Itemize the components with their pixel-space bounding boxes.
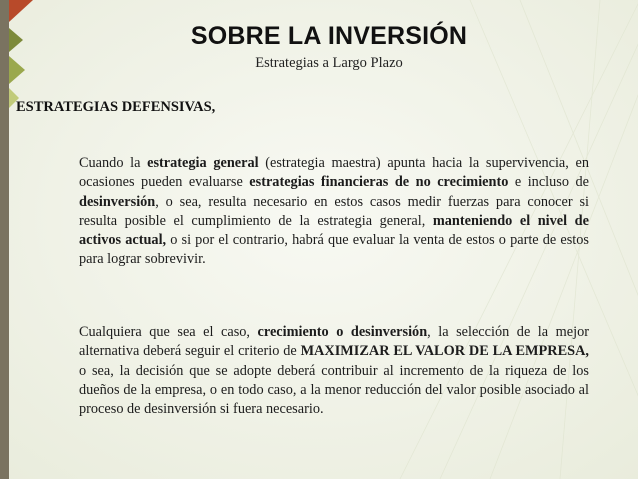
paragraph-defensive-strategy xyxy=(79,154,589,270)
slide-title: SOBRE LA INVERSIÓN xyxy=(190,22,468,50)
paragraph-value-maximization xyxy=(79,323,589,419)
text-run: o sea, la decisión que se adopte deberá contribuir al incremento de la riqueza de los dueños de la empresa, o en todo caso, a la menor reducción del valor posible asociado al proceso de desinversión si fuera necesario. xyxy=(79,362,589,418)
slide-subtitle: Estrategias a Largo Plazo xyxy=(255,55,403,71)
bold-run: estrategias financieras de no crecimiento xyxy=(249,174,509,191)
text-run: o si por el contrario, habrá que evaluar la venta de estos o parte de estos para lograr sobrevivir. xyxy=(79,232,589,268)
bold-run: estrategia general xyxy=(147,155,259,171)
section-heading: ESTRATEGIAS DEFENSIVAS, xyxy=(16,99,216,115)
text-run: e incluso de xyxy=(508,174,589,191)
text-run: Cuando la xyxy=(79,155,148,171)
bold-run: manteniendo el nivel de activos actual, xyxy=(79,212,589,249)
text-run: , la selección de la mejor alternativa deberá seguir el criterio de xyxy=(79,324,589,360)
text-run: Cualquiera que sea el caso, xyxy=(79,324,258,340)
bold-run: crecimiento o desinversión xyxy=(257,324,428,340)
bold-run: MAXIMIZAR EL VALOR DE LA EMPRESA, xyxy=(300,343,589,360)
text-run: , o sea, resulta necesario en estos casos medir fuerzas para conocer si resulta posible el cumplimiento de la estrategia general, xyxy=(79,193,589,229)
text-run: (estrategia maestra) apunta hacia la supervivencia, en ocasiones pueden evaluarse xyxy=(79,155,589,191)
bold-run: desinversión xyxy=(79,193,156,210)
